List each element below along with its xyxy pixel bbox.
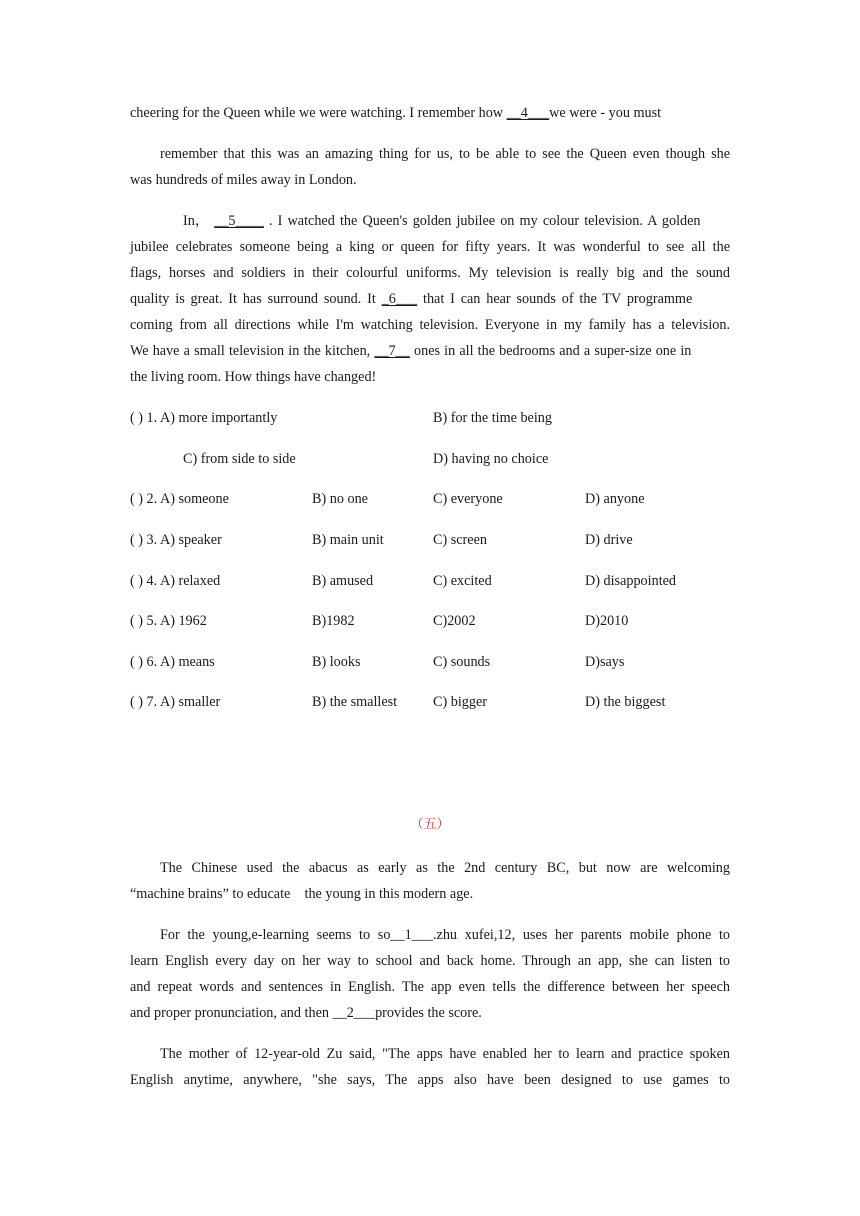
question-stem-option-a: ( ) 1. A) more importantly [130,410,278,426]
section5-line-4 [130,952,730,970]
passage-text: and repeat words and sentences in English. The app even tells the difference between her speech [130,979,730,995]
option-c: C) everyone [433,491,503,507]
section5-line-5 [130,978,730,996]
section5-line-7 [160,1045,730,1063]
passage-text: remember that this was an amazing thing for us, to be able to see the Queen even though she [160,146,730,162]
option-b: B)1982 [312,613,355,629]
section5-line-1 [160,859,730,877]
passage-text: The mother of 12-year-old Zu said, "The apps have enabled her to learn and practice spoken [160,1046,730,1062]
passage-text: cheering for the Queen while we were watching. I remember how [130,105,507,121]
passage-text: the living room. How things have changed! [130,369,377,385]
section5-line-6 [130,1004,730,1022]
passage-line-3 [130,171,730,189]
passage-line-2 [160,145,730,163]
section5-line-2 [130,885,730,903]
option-d: D) anyone [585,491,645,507]
passage-text: quality is great. It has surround sound. It [130,291,382,307]
option-b: B) for the time being [433,410,552,426]
option-b: B) looks [312,654,361,670]
passage-text: coming from all directions while I'm watching television. Everyone in my family has a television. [130,317,730,333]
passage-line-8 [130,316,730,334]
passage-text: jubilee celebrates someone being a king or queen for fifty years. It was wonderful to see all the [130,239,730,255]
blank-6: _6___ [381,291,418,307]
question-stem-option-a: ( ) 2. A) someone [130,491,229,507]
passage-line-5 [130,238,730,256]
passage-text: English anytime, anywhere, "she says, The apps also have been designed to use games to [130,1072,730,1088]
question-stem-option-a: ( ) 5. A) 1962 [130,613,207,629]
passage-text: ones in all the bedrooms and a super-size one in [414,343,692,359]
option-c: C) screen [433,532,487,548]
passage-text: learn English every day on her way to school and back home. Through an app, she can listen to [130,953,730,969]
question-stem-option-a: ( ) 3. A) speaker [130,532,222,548]
option-b: B) no one [312,491,368,507]
option-d: D) having no choice [433,451,549,467]
passage-text: We have a small television in the kitchen, [130,343,375,359]
option-b: B) main unit [312,532,384,548]
question-stem-option-a: ( ) 7. A) smaller [130,694,221,710]
option-b: B) amused [312,573,374,589]
passage-text: For the young,e-learning seems to so__1___.zhu xufei,12, uses her parents mobile phone to [160,927,730,943]
option-d: D) drive [585,532,633,548]
question-stem-option-a: ( ) 6. A) means [130,654,215,670]
passage-text: that I can hear sounds of the TV programme [423,291,693,307]
section5-line-8 [130,1071,730,1089]
passage-text: flags, horses and soldiers in their colourful uniforms. My television is really big and the sound [130,265,730,281]
option-b: B) the smallest [312,694,398,710]
section5-line-3 [160,926,730,944]
passage-line-7 [130,290,730,308]
passage-line-10 [130,368,730,386]
passage-text: was hundreds of miles away in London. [130,172,357,188]
blank-4: __4___ [506,105,550,121]
passage-text: and proper pronunciation, and then __2___provides the score. [130,1005,482,1021]
blank-5: __5____ [214,213,264,229]
option-c: C) sounds [433,654,491,670]
passage-text: In， [183,213,210,229]
blank-7: __7__ [374,343,410,359]
passage-line-1 [130,104,730,122]
passage-line-9 [130,342,730,360]
option-c: C) excited [433,573,492,589]
section-title: （五） [410,817,450,832]
passage-text: “machine brains” to educate the young in this modern age. [130,886,474,902]
passage-line-6 [130,264,730,282]
passage-line-4 [183,212,730,230]
passage-text: The Chinese used the abacus as early as the 2nd century BC, but now are welcoming [160,860,730,876]
option-d: D) the biggest [585,694,666,710]
option-d: D)says [585,654,625,670]
passage-text: . I watched the Queen's golden jubilee on my colour television. A golden [268,213,701,229]
option-c: C) from side to side [183,451,296,467]
option-c: C)2002 [433,613,476,629]
option-d: D) disappointed [585,573,677,589]
option-c: C) bigger [433,694,487,710]
option-d: D)2010 [585,613,629,629]
question-stem-option-a: ( ) 4. A) relaxed [130,573,221,589]
passage-text: we were - you must [549,105,662,121]
